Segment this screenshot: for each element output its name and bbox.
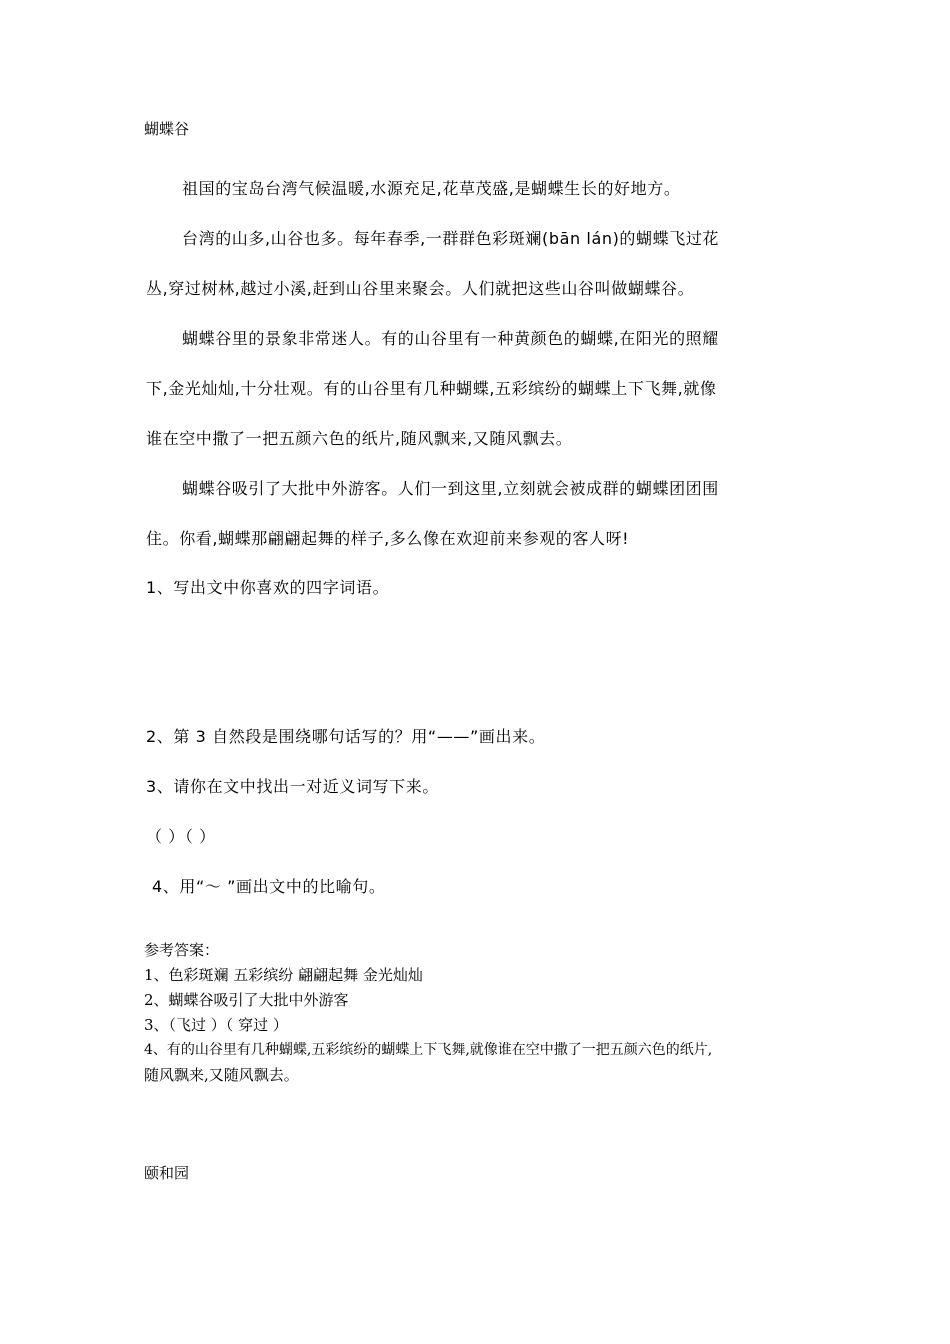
question-4: 4、用“～ ”画出文中的比喻句。	[152, 877, 386, 896]
article-title: 蝴蝶谷	[144, 120, 190, 138]
passage-line-7: 蝴蝶谷吸引了大批中外游客。人们一到这里,立刻就会被成群的蝴蝶团团围	[182, 479, 719, 498]
passage-line-4: 蝴蝶谷里的景象非常迷人。有的山谷里有一种黄颜色的蝴蝶,在阳光的照耀	[182, 329, 719, 348]
next-article-title: 颐和园	[144, 1164, 190, 1182]
passage-line-5: 下,金光灿灿,十分壮观。有的山谷里有几种蝴蝶,五彩缤纷的蝴蝶上下飞舞,就像	[146, 379, 717, 398]
question-3-blanks: （ ）（ ）	[146, 827, 216, 846]
passage-line-8: 住。你看,蝴蝶那翩翩起舞的样子,多么像在欢迎前来参观的客人呀!	[146, 529, 630, 548]
passage-line-3: 丛,穿过树林,越过小溪,赶到山谷里来聚会。人们就把这些山谷叫做蝴蝶谷。	[146, 279, 695, 298]
passage-line-1: 祖国的宝岛台湾气候温暖,水源充足,花草茂盛,是蝴蝶生长的好地方。	[182, 179, 681, 198]
answer-3: 3、（飞过 ）（ 穿过 ）	[144, 1016, 288, 1034]
passage-line-2: 台湾的山多,山谷也多。每年春季,一群群色彩斑斓(bān lán)的蝴蝶飞过花	[182, 229, 720, 248]
answer-1: 1、色彩斑斓 五彩缤纷 翩翩起舞 金光灿灿	[144, 966, 423, 984]
answer-4-line-1: 4、有的山谷里有几种蝴蝶,五彩缤纷的蝴蝶上下飞舞,就像谁在空中撒了一把五颜六色的纸片,	[144, 1042, 713, 1058]
question-3: 3、请你在文中找出一对近义词写下来。	[146, 777, 439, 796]
answer-2: 2、蝴蝶谷吸引了大批中外游客	[144, 991, 349, 1009]
answer-4-line-2: 随风飘来,又随风飘去。	[144, 1066, 299, 1084]
question-2: 2、第 3 自然段是围绕哪句话写的？用“——”画出来。	[146, 727, 546, 746]
answers-heading: 参考答案：	[144, 941, 220, 959]
question-1: 1、写出文中你喜欢的四字词语。	[146, 578, 390, 597]
passage-line-6: 谁在空中撒了一把五颜六色的纸片,随风飘来,又随风飘去。	[146, 429, 573, 448]
